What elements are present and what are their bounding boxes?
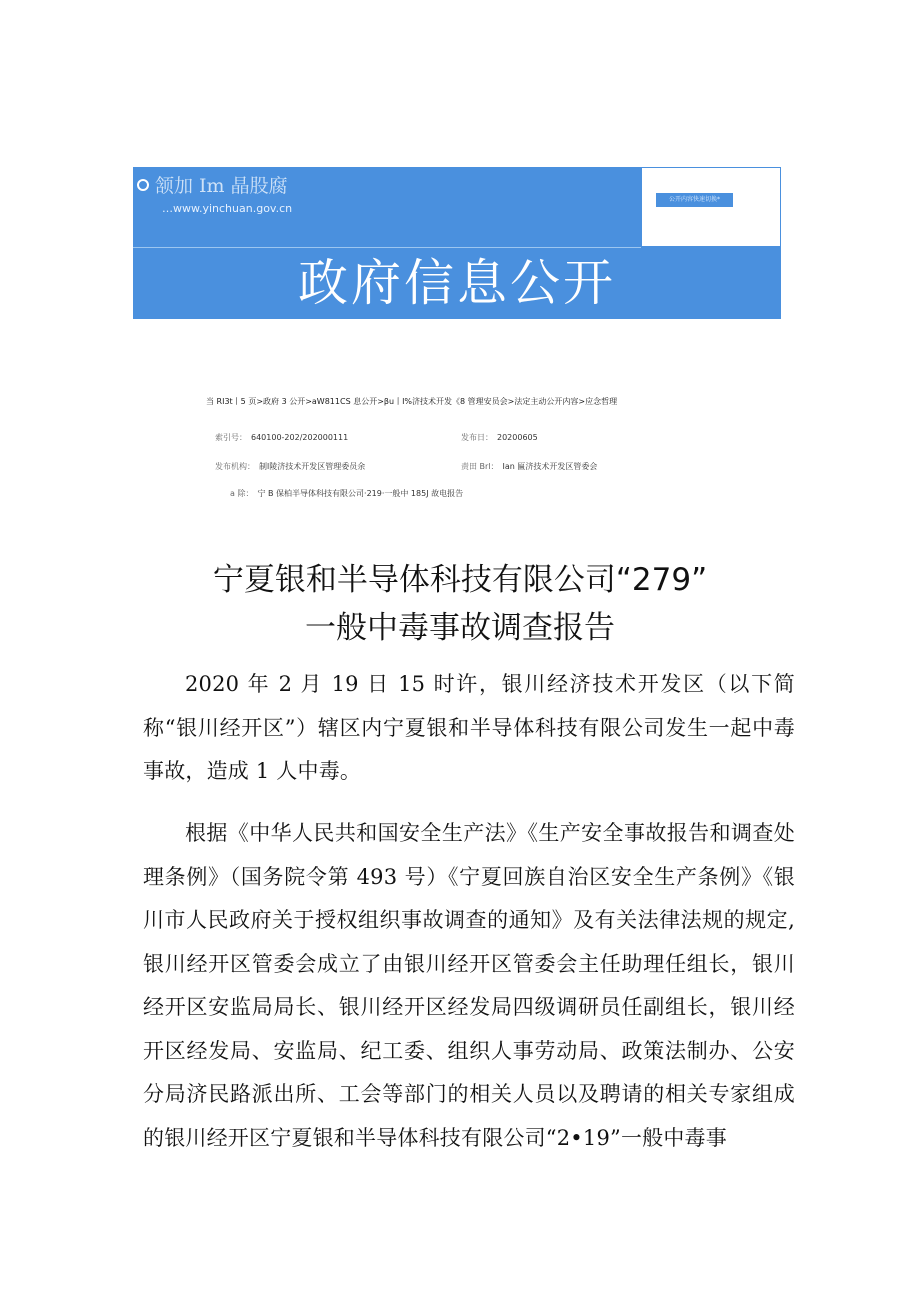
meta-responsible bbox=[461, 461, 597, 472]
header-banner bbox=[133, 167, 781, 319]
meta-date-value: 20200605 bbox=[497, 433, 538, 442]
paragraph-2: 根据《中华人民共和国安全生产法》《生产安全事故报告和调查处理条例》（国务院令第 493 号）《宁夏回族自治区安全生产条例》《银川市人民政府关于授权组织事故调查的通知》及有关法律法规的规定,银川经开区管委会成立了由银川经开区管委会主任助理任组长，银川经开区安监局局长、银川经开区经发局四级调研员任副组长，银川经开区经发局、安监局、纪工委、组织人事劳动局、政策法制办、公安分局济民路派出所、工会等部门的相关人员以及聘请的相关专家组成的银川经开区宁夏银和半导体科技有限公司“2•19”一般中毒事 bbox=[143, 821, 795, 1150]
quick-switch-button[interactable]: 公开内容快速切换* bbox=[656, 193, 733, 207]
site-url: …www.yinchuan.gov.cn bbox=[162, 202, 293, 215]
meta-publisher bbox=[215, 461, 365, 472]
meta-responsible-label: 责田 Brl： bbox=[461, 462, 499, 471]
meta-subject-value: 宁 B 保柏半导体科技有限公司·219·一般中 185J 故电报告 bbox=[257, 489, 464, 498]
meta-index-value: 640100-202/202000111 bbox=[251, 433, 349, 442]
meta-publisher-value: 制l陵济技术开发区管理委员余 bbox=[259, 462, 366, 471]
emblem-icon bbox=[137, 179, 149, 191]
breadcrumb[interactable]: 当 RI3t丨5 页>政府 3 公开>aW811CS 息公开>βu丨I%济技术开发《8 管理安员会>法定主动公开内容>应念哲理 bbox=[206, 397, 618, 406]
meta-publisher-label: 发布机构： bbox=[215, 462, 255, 471]
site-logo[interactable] bbox=[137, 171, 288, 197]
meta-index-label: 索引号： bbox=[215, 433, 247, 442]
meta-date bbox=[461, 432, 538, 443]
document-title-line-2: 一般中毒事故调查报告 bbox=[305, 610, 615, 646]
section-title: 政府信息公开 bbox=[298, 254, 616, 312]
banner-top-bar bbox=[133, 167, 641, 248]
meta-date-label: 发布日： bbox=[461, 433, 493, 442]
meta-index bbox=[215, 432, 348, 443]
meta-responsible-value: Ian 匾济技术开发区管委会 bbox=[502, 462, 598, 471]
meta-subject-label: a 除： bbox=[230, 489, 254, 498]
site-name: 颔加 Im 晶股腐 bbox=[155, 174, 288, 197]
document-title-line-1: 宁夏银和半导体科技有限公司“279” bbox=[212, 562, 708, 598]
paragraph-1: 2020 年 2 月 19 日 15 时许，银川经济技术开发区（以下简称“银川经开区”）辖区内宁夏银和半导体科技有限公司发生一起中毒事故，造成 1 人中毒。 bbox=[143, 672, 795, 783]
meta-subject bbox=[230, 488, 463, 499]
quick-switch-panel bbox=[642, 168, 780, 246]
